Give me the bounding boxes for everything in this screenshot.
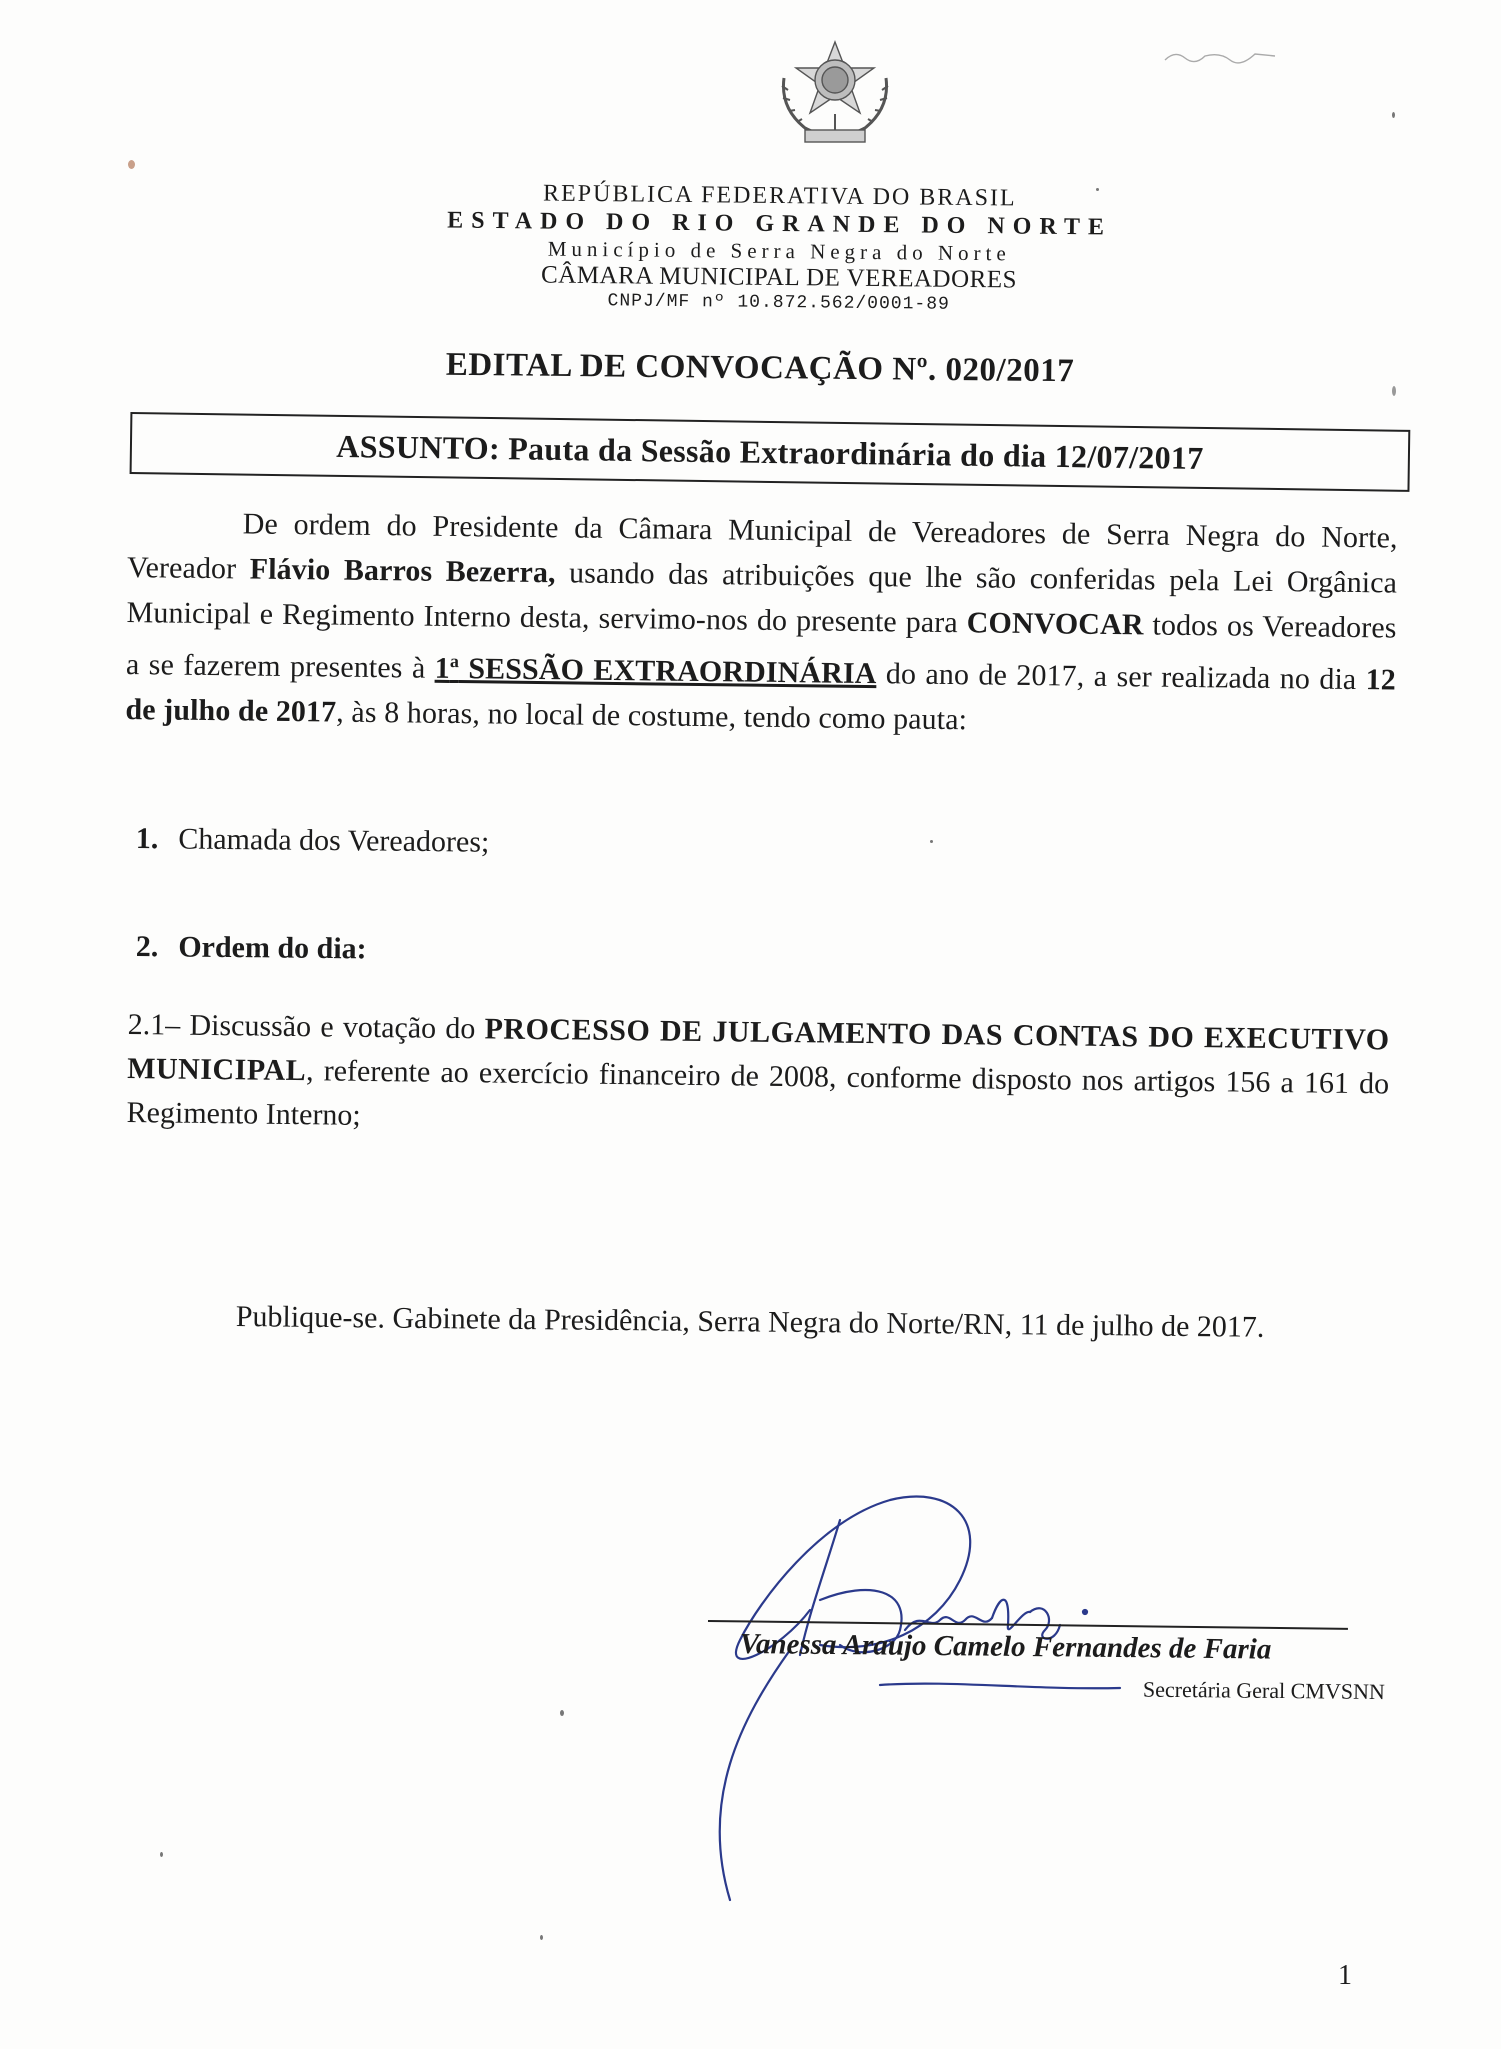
municipality-line: Município de Serra Negra do Norte	[547, 236, 1011, 266]
subitem-text: Discussão e votação do	[180, 1008, 485, 1046]
agenda-item	[136, 930, 367, 966]
convocation-paragraph	[125, 500, 1398, 747]
session-ordinal-sup: a	[449, 650, 460, 672]
subitem-text: , referente ao exercício financeiro de 2008, conforme disposto nos artigos 156 a 161 do Regimento Interno;	[126, 1054, 1390, 1132]
coat-of-arms-icon	[770, 38, 900, 150]
cnpj-line: CNPJ/MF nº 10.872.562/0001-89	[607, 291, 950, 315]
session-name	[435, 652, 877, 690]
body-text: do ano de 2017, a ser realizada no dia	[876, 657, 1366, 697]
session-name-text: SESSÃO EXTRAORDINÁRIA	[458, 652, 877, 691]
subitem-bold-text: PROCESSO DE JULGAMENTO DAS CONTAS DO EXECUTIVO MUNICIPAL	[126, 1012, 1390, 1088]
agenda-item-number: 1.	[135, 822, 159, 856]
paper-speck	[540, 1935, 543, 1940]
agenda-subitem	[126, 1003, 1390, 1150]
paper-speck	[160, 1852, 163, 1857]
signatory-name: Vanessa Araujo Camelo Fernandes de Faria	[739, 1628, 1272, 1666]
paper-speck	[1392, 386, 1396, 396]
letterhead	[399, 178, 1160, 318]
paper-speck	[930, 840, 933, 843]
agenda-item	[136, 822, 490, 860]
chamber-line: CÂMARA MUNICIPAL DE VEREADORES	[540, 261, 1018, 294]
document-title: EDITAL DE CONVOCAÇÃO Nº. 020/2017	[445, 346, 1075, 390]
paper-speck	[128, 160, 135, 169]
agenda-item-number: 2.	[135, 930, 159, 964]
body-text: De ordem do Presidente da Câmara Municipal de Vereadores de Serra Negra do Norte, Vereador	[126, 507, 1398, 586]
signatory-role: Secretária Geral CMVSNN	[1142, 1676, 1385, 1705]
subject-box	[130, 412, 1411, 492]
paper-speck	[1392, 112, 1395, 118]
subject-text: ASSUNTO: Pauta da Sessão Extraordinária do dia 12/07/2017	[336, 427, 1204, 476]
closing-line: Publique-se. Gabinete da Presidência, Serra Negra do Norte/RN, 11 de julho de 2017.	[235, 1300, 1265, 1344]
handwritten-signature	[700, 1480, 1380, 1940]
body-text: , às 8 horas, no local de costume, tendo como pauta:	[336, 695, 968, 737]
page-number: 1	[1338, 1960, 1352, 1991]
president-name: Flávio Barros Bezerra,	[249, 552, 556, 590]
body-text: todos os Vereadores a se fazerem presentes à	[125, 608, 1397, 685]
paper-speck	[560, 1710, 564, 1716]
margin-scribble	[1160, 42, 1280, 77]
session-ordinal: 1	[434, 651, 451, 685]
session-date: 12 de julho de 2017	[125, 663, 1397, 729]
subitem-number: 2.1–	[127, 1007, 181, 1042]
agenda-item-text: Chamada dos Vereadores;	[178, 822, 490, 859]
convocar-keyword: CONVOCAR	[966, 606, 1144, 642]
agenda-item-text: Ordem do dia:	[178, 930, 367, 966]
state-line: ESTADO DO RIO GRANDE DO NORTE	[447, 207, 1113, 241]
scribble-icon	[1160, 42, 1280, 72]
body-text: usando das atribuições que lhe são conferidas pela Lei Orgânica Municipal e Regimento Interno desta, servimo-nos do presente para	[126, 556, 1398, 640]
republic-line: REPÚBLICA FEDERATIVA DO BRASIL	[542, 180, 1017, 212]
